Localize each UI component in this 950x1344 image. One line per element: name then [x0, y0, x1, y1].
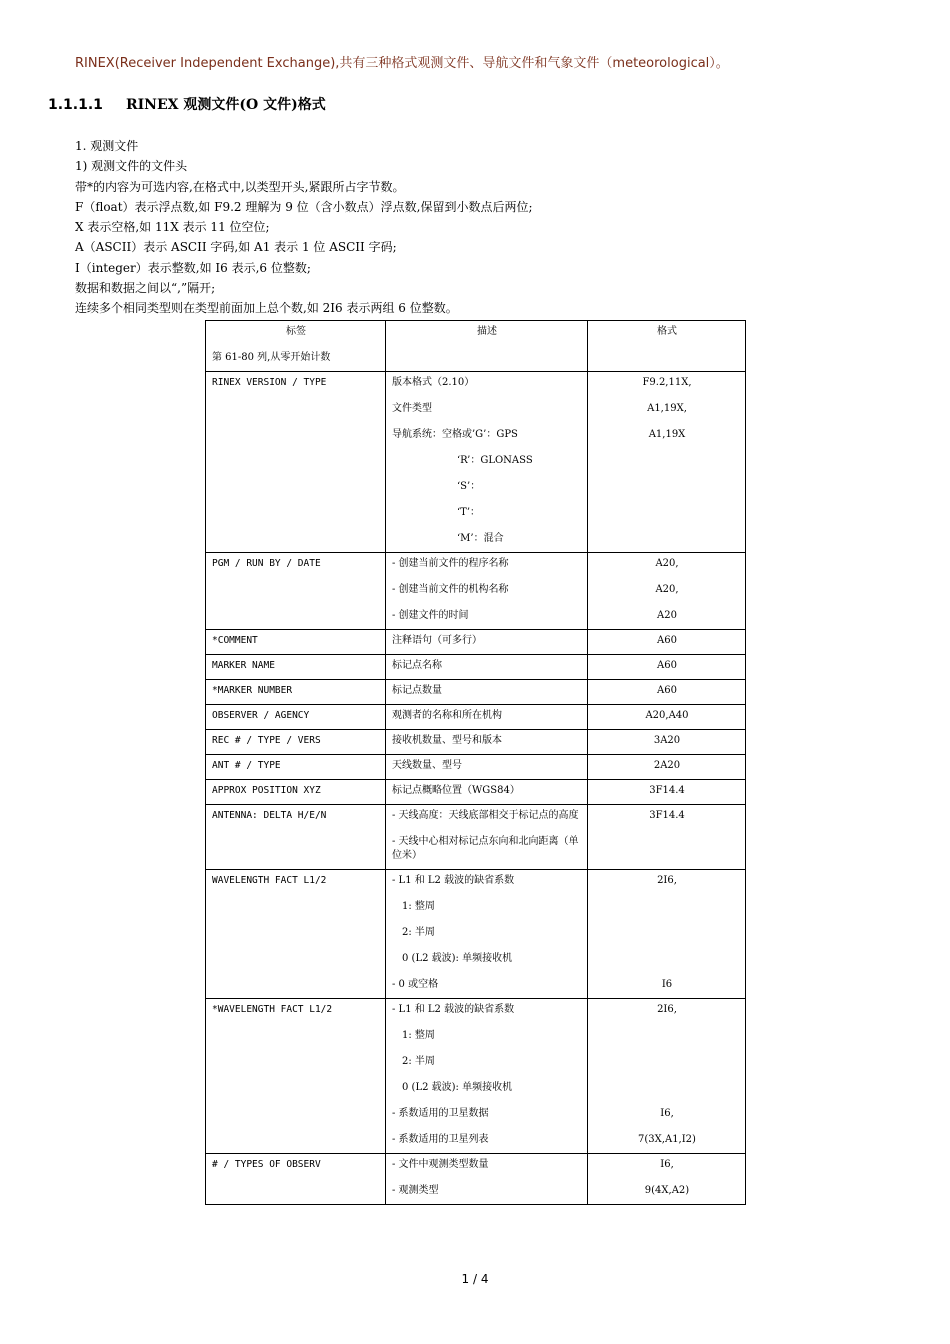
header-label-sub: 第 61-80 列,从零开始计数: [212, 352, 331, 363]
row-format-cell: [588, 805, 746, 870]
row-label-cell: [206, 730, 386, 755]
row-desc-line: ‘M’：混合: [457, 533, 504, 544]
row-label: PGM / RUN BY / DATE: [212, 558, 321, 569]
row-format-line: 3F14.4: [649, 785, 685, 796]
row-format-cell: [588, 705, 746, 730]
row-desc-line: 版本格式（2.10）: [392, 377, 475, 388]
row-format-cell: [588, 553, 746, 630]
row-format-line: A20,A40: [645, 710, 689, 721]
row-desc-line: 1: 整周: [402, 1030, 435, 1041]
row-format-line: A60: [657, 635, 677, 646]
row-format-line: F9.2,11X,: [642, 377, 692, 388]
table-row: [206, 780, 746, 805]
table-row: [206, 870, 746, 999]
row-label-cell: [206, 870, 386, 999]
header-format: 格式: [657, 326, 677, 337]
row-desc-cell: [386, 780, 588, 805]
row-desc-line: - 天线高度：天线底部相交于标记点的高度: [392, 810, 579, 821]
row-desc-cell: [386, 1154, 588, 1205]
row-label-cell: [206, 1154, 386, 1205]
table-row: [206, 680, 746, 705]
row-desc-line: - 创建文件的时间: [392, 610, 469, 621]
row-format-line: [594, 924, 740, 950]
row-format-cell: [588, 655, 746, 680]
table-row: [206, 730, 746, 755]
table-header-row: [206, 321, 746, 372]
row-format-cell: [588, 870, 746, 999]
row-label-cell: [206, 655, 386, 680]
row-desc-line: 2: 半周: [402, 927, 435, 938]
row-label-cell: [206, 630, 386, 655]
row-format-cell: [588, 630, 746, 655]
header-spec-table: [205, 320, 746, 1205]
row-label: APPROX POSITION XYZ: [212, 785, 321, 796]
section-title: RINEX 观测文件(O 文件)格式: [126, 97, 326, 113]
row-label: *COMMENT: [212, 635, 258, 646]
row-desc-line: 2: 半周: [402, 1056, 435, 1067]
row-desc-line: - 观测类型: [392, 1185, 439, 1196]
row-desc-cell: [386, 680, 588, 705]
row-format-cell: [588, 680, 746, 705]
row-desc-line: - 天线中心相对标记点东向和北向距离（单位米）: [392, 836, 579, 861]
row-format-line: 2I6,: [657, 875, 677, 886]
row-label: ANT # / TYPE: [212, 760, 281, 771]
row-format-line: 2I6,: [657, 1004, 677, 1015]
row-desc-cell: [386, 870, 588, 999]
row-format-line: [594, 1053, 740, 1079]
body-line: 连续多个相同类型则在类型前面加上总个数,如 2I6 表示两组 6 位整数。: [75, 301, 458, 316]
table-row: [206, 805, 746, 870]
row-desc-line: 0 (L2 载波): 单频接收机: [402, 1082, 513, 1093]
row-format-line: A20: [657, 610, 677, 621]
row-format-cell: [588, 372, 746, 553]
row-desc-line: 天线数量、型号: [392, 760, 462, 771]
row-desc-line: 标记点数量: [392, 685, 442, 696]
row-desc-line: 导航系统：空格或’G’：GPS: [392, 429, 518, 440]
header-label: 标签: [286, 326, 306, 337]
row-format-line: 2A20: [653, 760, 681, 771]
row-label-cell: [206, 553, 386, 630]
row-format-line: A60: [657, 660, 677, 671]
table-row: [206, 655, 746, 680]
row-label: # / TYPES OF OBSERV: [212, 1159, 321, 1170]
row-desc-line: - 创建当前文件的机构名称: [392, 584, 509, 595]
row-desc-line: 标记点概略位置（WGS84）: [392, 785, 520, 796]
header-label-cell: [206, 321, 386, 372]
row-label-cell: [206, 805, 386, 870]
section-heading: [48, 94, 326, 114]
row-format-line: A20,: [655, 584, 679, 595]
row-desc-line: 注释语句（可多行）: [392, 635, 482, 646]
header-format-cell: [588, 321, 746, 372]
row-format-line: A1,19X,: [647, 403, 687, 414]
row-format-line: 3F14.4: [649, 810, 685, 821]
row-label-cell: [206, 755, 386, 780]
row-desc-cell: [386, 730, 588, 755]
body-line: 数据和数据之间以“,”隔开;: [75, 281, 216, 296]
body-line: 1. 观测文件: [75, 139, 139, 153]
table-row: [206, 705, 746, 730]
body-line: F（float）表示浮点数,如 F9.2 理解为 9 位（含小数点）浮点数,保留到小数点后两位;: [75, 199, 533, 214]
row-format-line: A20,: [655, 558, 679, 569]
table-row: [206, 755, 746, 780]
table-row: [206, 1154, 746, 1205]
row-desc-line: - L1 和 L2 载波的缺省系数: [392, 1004, 515, 1015]
body-line: X 表示空格,如 11X 表示 11 位空位;: [75, 220, 270, 235]
header-desc: 描述: [477, 326, 497, 337]
row-desc-line: - 系数适用的卫星列表: [392, 1134, 489, 1145]
row-format-line: I6,: [660, 1108, 674, 1119]
row-desc-cell: [386, 705, 588, 730]
row-desc-line: ‘R’：GLONASS: [457, 455, 533, 466]
row-desc-line: 接收机数量、型号和版本: [392, 735, 502, 746]
row-desc-line: ‘S’：: [457, 481, 481, 492]
row-label: REC # / TYPE / VERS: [212, 735, 321, 746]
row-desc-line: - L1 和 L2 载波的缺省系数: [392, 875, 515, 886]
row-desc-cell: [386, 553, 588, 630]
row-desc-cell: [386, 755, 588, 780]
row-desc-line: 观测者的名称和所在机构: [392, 710, 502, 721]
row-desc-line: 标记点名称: [392, 660, 442, 671]
row-format-cell: [588, 730, 746, 755]
row-format-line: 3A20: [653, 735, 681, 746]
row-format-line: [594, 1079, 740, 1105]
row-desc-line: - 0 或空格: [392, 979, 439, 990]
row-desc-line: ‘T’：: [457, 507, 481, 518]
row-label-cell: [206, 780, 386, 805]
row-format-line: 7(3X,A1,I2): [638, 1134, 696, 1145]
row-format-cell: [588, 999, 746, 1154]
row-label-cell: [206, 372, 386, 553]
row-label: WAVELENGTH FACT L1/2: [212, 875, 327, 886]
row-format-cell: [588, 780, 746, 805]
row-label: OBSERVER / AGENCY: [212, 710, 310, 721]
row-label: MARKER NAME: [212, 660, 275, 671]
row-label: RINEX VERSION / TYPE: [212, 377, 327, 388]
body-text: [75, 136, 533, 319]
row-desc-cell: [386, 655, 588, 680]
intro-text: RINEX(Receiver Independent Exchange),共有三种格式观测文件、导航文件和气象文件（meteorological）。: [75, 56, 729, 71]
page-number: 1 / 4: [461, 1272, 489, 1286]
body-line: 带*的内容为可选内容,在格式中,以类型开头,紧跟所占字节数。: [75, 179, 405, 194]
row-label: *WAVELENGTH FACT L1/2: [212, 1004, 333, 1015]
header-desc-cell: [386, 321, 588, 372]
row-format-cell: [588, 1154, 746, 1205]
row-desc-line: - 文件中观测类型数量: [392, 1159, 489, 1170]
table-row: [206, 999, 746, 1154]
row-desc-line: 1: 整周: [402, 901, 435, 912]
body-line: I（integer）表示整数,如 I6 表示,6 位整数;: [75, 260, 311, 275]
row-label: ANTENNA: DELTA H/E/N: [212, 810, 327, 821]
row-desc-cell: [386, 805, 588, 870]
row-format-line: A60: [657, 685, 677, 696]
table-row: [206, 372, 746, 553]
table-row: [206, 630, 746, 655]
table-row: [206, 553, 746, 630]
row-label-cell: [206, 999, 386, 1154]
row-format-line: [594, 898, 740, 924]
row-label-cell: [206, 705, 386, 730]
section-number: 1.1.1.1: [48, 97, 103, 113]
row-format-line: [594, 950, 740, 976]
row-format-line: I6,: [660, 1159, 674, 1170]
body-line: A（ASCII）表示 ASCII 字码,如 A1 表示 1 位 ASCII 字码;: [75, 240, 397, 255]
body-line: 1) 观测文件的文件头: [75, 159, 188, 174]
row-label: *MARKER NUMBER: [212, 685, 293, 696]
row-format-line: 9(4X,A2): [644, 1185, 690, 1196]
row-format-line: [594, 1027, 740, 1053]
row-desc-cell: [386, 999, 588, 1154]
row-format-cell: [588, 755, 746, 780]
row-label-cell: [206, 680, 386, 705]
row-desc-cell: [386, 630, 588, 655]
row-desc-line: - 系数适用的卫星数据: [392, 1108, 489, 1119]
row-desc-line: 0 (L2 载波): 单频接收机: [402, 953, 513, 964]
row-desc-line: - 创建当前文件的程序名称: [392, 558, 509, 569]
row-desc-cell: [386, 372, 588, 553]
row-desc-line: 文件类型: [392, 403, 432, 414]
row-format-line: A1,19X: [648, 429, 686, 440]
row-format-line: I6: [661, 979, 673, 990]
